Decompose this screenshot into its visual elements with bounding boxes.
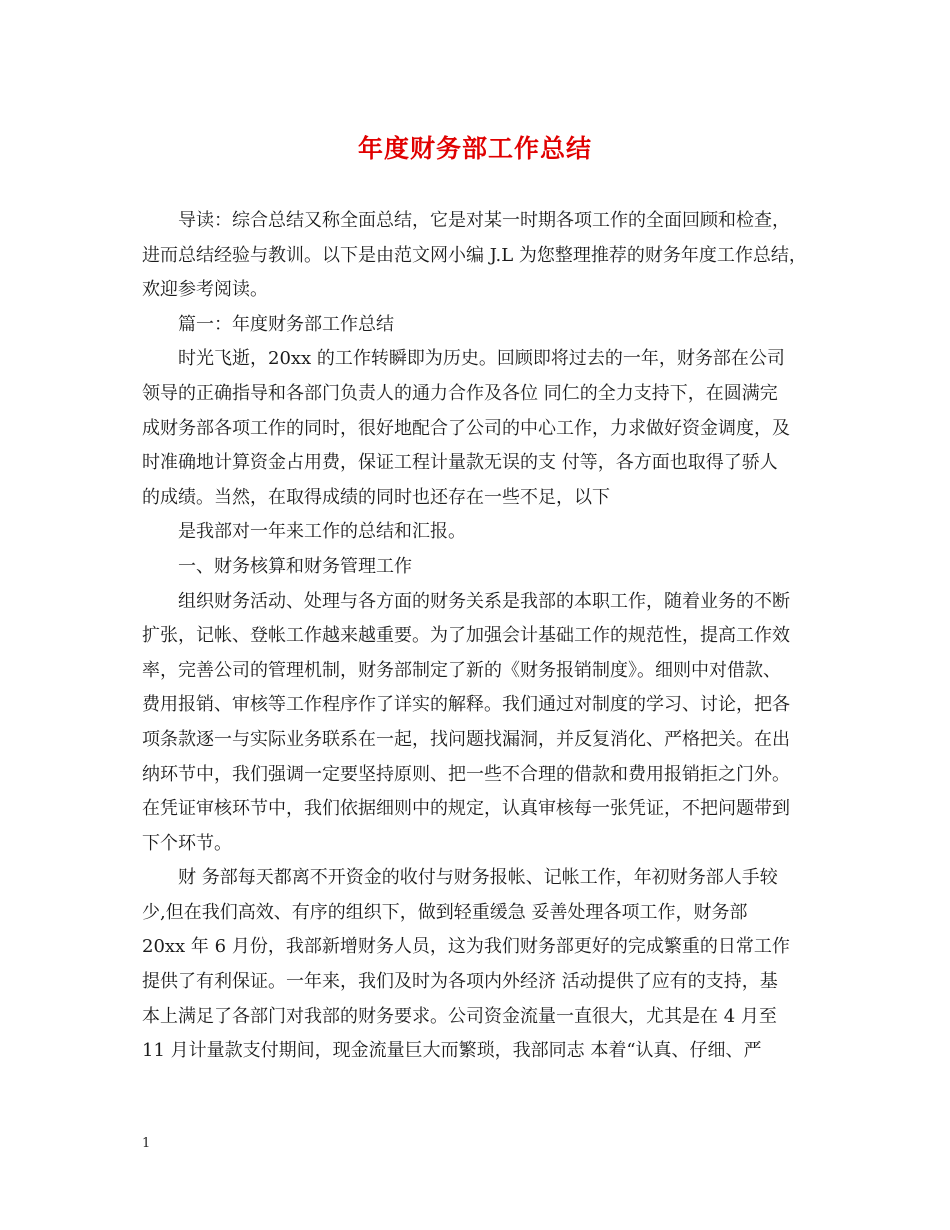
body-line: 扩张，记帐、登帐工作越来越重要。为了加强会计基础工作的规范性，提高工作效: [142, 625, 790, 647]
body-line: 纳环节中，我们强调一定要坚持原则、把一些不合理的借款和费用报销拒之门外。: [142, 763, 790, 785]
document-body: [142, 204, 814, 1069]
section-heading: 篇一：年度财务部工作总结: [178, 313, 394, 335]
body-line: 在凭证审核环节中，我们依据细则中的规定，认真审核每一张凭证，不把问题带到: [142, 798, 790, 820]
page-number: 1: [142, 1136, 151, 1151]
body-line: 费用报销、审核等工作程序作了详实的解释。我们通过对制度的学习、讨论，把各: [142, 694, 790, 716]
body-line: 是我部对一年来工作的总结和汇报。: [178, 521, 466, 543]
body-line: 的成绩。当然，在取得成绩的同时也还存在一些不足，以下: [142, 486, 610, 508]
body-line: 成财务部各项工作的同时，很好地配合了公司的中心工作，力求做好资金调度，及: [142, 417, 790, 439]
section-heading: 一、财务核算和财务管理工作: [178, 555, 412, 577]
body-line: 提供了有利保证。一年来，我们及时为各项内外经济 活动提供了应有的支持，基: [142, 971, 778, 993]
body-line: 少,但在我们高效、有序的组织下，做到轻重缓急 妥善处理各项工作，财务部: [142, 901, 748, 923]
body-line: 时光飞逝，20xx 的工作转瞬即为历史。回顾即将过去的一年，财务部在公司: [178, 348, 785, 370]
document-title: 年度财务部工作总结: [357, 134, 592, 163]
body-line: 进而总结经验与教训。以下是由范文网小编 J.L 为您整理推荐的财务年度工作总结，: [142, 244, 807, 266]
body-line: 11 月计量款支付期间，现金流量巨大而繁琐，我部同志 本着“认真、仔细、严: [142, 1040, 762, 1062]
body-line: 财 务部每天都离不开资金的收付与财务报帐、记帐工作，年初财务部人手较: [178, 867, 778, 889]
body-line: 项条款逐一与实际业务联系在一起，找问题找漏洞，并反复消化、严格把关。在出: [142, 728, 790, 750]
body-line: 率，完善公司的管理机制，财务部制定了新的《财务报销制度》。细则中对借款、: [142, 659, 781, 681]
body-line: 本上满足了各部门对我部的财务要求。公司资金流量一直很大，尤其是在 4 月至: [142, 1005, 777, 1027]
body-line: 20xx 年 6 月份，我部新增财务人员，这为我们财务部更好的完成繁重的日常工作: [142, 936, 790, 958]
body-line: 时准确地计算资金占用费，保证工程计量款无误的支 付等，各方面也取得了骄人: [142, 452, 778, 474]
body-line: 下个环节。: [142, 832, 232, 854]
body-line: 导读：综合总结又称全面总结，它是对某一时期各项工作的全面回顾和检查，: [178, 210, 790, 231]
body-line: 组织财务活动、处理与各方面的财务关系是我部的本职工作，随着业务的不断: [178, 590, 790, 612]
body-line: 欢迎参考阅读。: [142, 279, 268, 301]
body-line: 领导的正确指导和各部门负责人的通力合作及各位 同仁的全力支持下，在圆满完: [142, 382, 778, 404]
